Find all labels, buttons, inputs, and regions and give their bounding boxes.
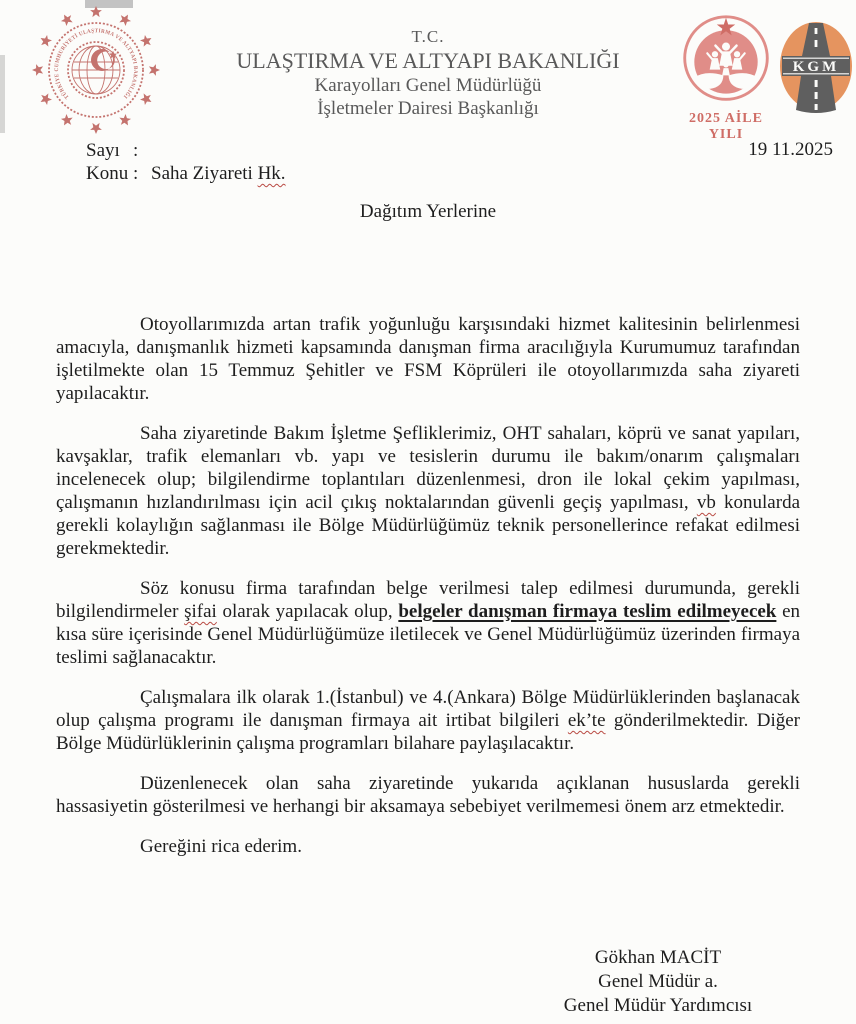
- konu-value-flagged: Hk.: [257, 163, 286, 184]
- sayi-colon: :: [133, 140, 139, 161]
- recipient-line: Dağıtım Yerlerine: [359, 201, 497, 222]
- sayi-row: [86, 139, 286, 162]
- signature-title-2: Genel Müdür Yardımcısı: [563, 995, 753, 1016]
- kgm-text: KGM: [792, 59, 840, 75]
- body-paragraph: [56, 772, 805, 818]
- text-segment-misspell: vb: [696, 492, 716, 513]
- aile-yili-emblem: [678, 12, 774, 108]
- text-segment: en kısa süre içerisinde Genel Müdürlüğümüze iletilecek ve Genel Müdürlüğümüz üzerinden firmaya teslimi sağlanacaktır.: [56, 601, 805, 668]
- text-segment: Söz konusu firma tarafından belge verilmesi talep edilmesi durumunda, gerekli bilgilendirmeler: [56, 578, 805, 622]
- text-segment: konularda gerekli kolaylığın sağlanması ile Bölge Müdürlüğümüz teknik personellerince refakat edilmesi gerekmektedir.: [56, 492, 805, 559]
- text-segment-misspell: ek’te: [567, 710, 606, 731]
- body-paragraph: [56, 835, 800, 858]
- letter-meta: [86, 139, 286, 185]
- text-segment: gönderilmektedir. Diğer Bölge Müdürlüklerinin çalışma programları bilahare paylaşılacaktır.: [56, 710, 805, 754]
- body-paragraph: [56, 313, 805, 405]
- kgm-logo: [778, 20, 854, 114]
- seal-curved-text: TÜRKİYE CUMHURİYETİ ULAŞTIRMA VE ALTYAPI BAKANLIĞI: [53, 28, 139, 100]
- body-paragraph: [56, 577, 805, 669]
- letterhead-ministry: ULAŞTIRMA VE ALTYAPI BAKANLIĞI: [236, 48, 620, 73]
- konu-colon: :: [133, 163, 139, 184]
- text-segment: Saha ziyaretinde Bakım İşletme Şefliklerimiz, OHT sahaları, köprü ve sanat yapıları, kavşaklar, trafik elemanları vb. yapı ve tesislerin durumu ile bakım/onarım çalışmaları incelenecek olup; bilgilendirme toplantıları düzenlenmesi, dron ile lokal çekim yapılması, çalışmanın hızlandırılması için acil çıkış noktalarından güvenli geçiş yapılması,: [56, 423, 805, 513]
- letterhead-directorate: Karayolları Genel Müdürlüğü: [314, 75, 542, 96]
- body-paragraph: [56, 422, 805, 560]
- sayi-label: Sayı: [86, 140, 120, 161]
- signature-block: [546, 946, 770, 1018]
- letterhead-tc: T.C.: [411, 27, 445, 46]
- text-segment-bold-underline: belgeler danışman firmaya teslim edilmeyecek: [398, 601, 777, 622]
- text-segment: Otoyollarımızda artan trafik yoğunluğu karşısındaki hizmet kalitesinin belirlenmesi amacıyla, danışmanlık hizmeti kapsamında danışman firma aracılığıyla Kurumumuz tarafından işletilmekte olan 15 Temmuz Şehitler ve FSM Köprüleri ile otoyollarımızda saha ziyareti yapılacaktır.: [56, 314, 805, 404]
- konu-label: Konu: [86, 163, 129, 184]
- signature-name: Gökhan MACİT: [594, 947, 722, 968]
- text-segment: Çalışmalara ilk olarak 1.(İstanbul) ve 4.(Ankara) Bölge Müdürlüklerinden başlanacak olup çalışma programı ile danışman firmaya ait irtibat bilgileri: [56, 687, 805, 731]
- aile-caption: 2025 AİLE YILI: [689, 111, 763, 142]
- konu-row: [86, 162, 286, 185]
- text-segment: olarak yapılacak olup,: [216, 601, 399, 622]
- aile-yili-logo: [674, 12, 778, 143]
- text-segment: Düzenlenecek olan saha ziyaretinde yukarıda açıklanan hususlarda gerekli hassasiyetin gösterilmesi ve herhangi bir aksamaya sebebiyet verilmemesi önem arz etmektedir.: [56, 773, 805, 817]
- body-paragraph: [56, 686, 805, 755]
- letter-body: [56, 313, 805, 875]
- letter-date: 19 11.2025: [748, 139, 833, 160]
- signature-title-1: Genel Müdür a.: [598, 971, 718, 992]
- letterhead-department: İşletmeler Dairesi Başkanlığı: [317, 98, 539, 119]
- text-segment: Gereğini rica ederim.: [140, 836, 302, 857]
- konu-value: Saha Ziyareti: [151, 163, 253, 184]
- text-segment-misspell: şifai: [184, 601, 217, 622]
